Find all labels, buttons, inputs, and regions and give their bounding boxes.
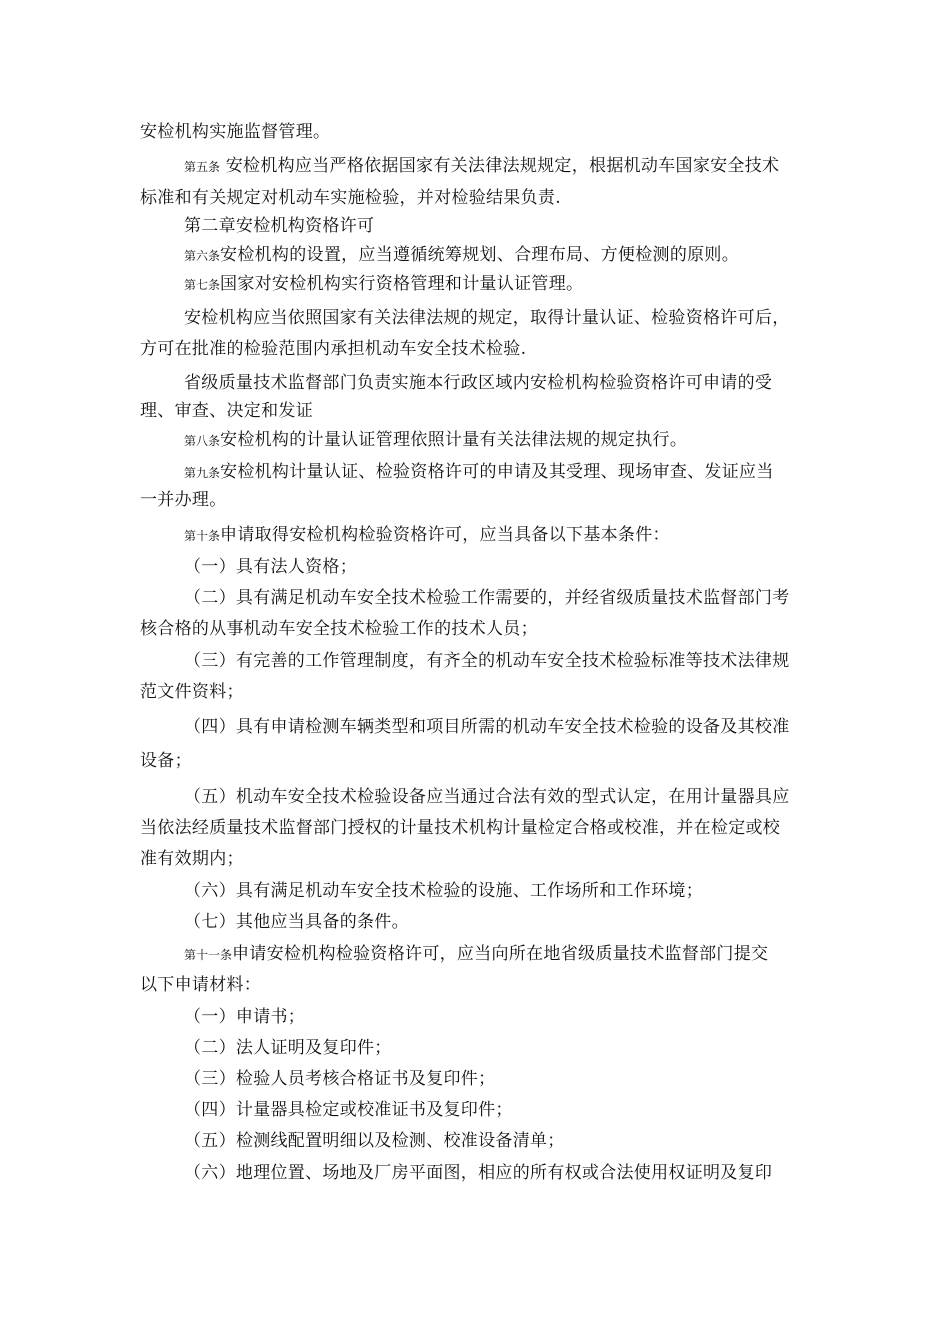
chapter-heading: 第二章安检机构资格许可 <box>184 216 375 236</box>
text-line: 安检机构实施监督管理。 <box>140 122 331 142</box>
list-item: （三）检验人员考核合格证书及复印件； <box>184 1069 496 1089</box>
article-line: 第七条国家对安检机构实行资格管理和计量认证管理。 <box>184 274 584 294</box>
list-item: （五）检测线配置明细以及检测、校准设备清单； <box>184 1131 565 1151</box>
list-item: （二）具有满足机动车安全技术检验工作需要的，并经省级质量技术监督部门考 <box>184 588 790 608</box>
text-line: 方可在批准的检验范围内承担机动车安全技术检验. <box>140 339 527 359</box>
article-line: 第十一条申请安检机构检验资格许可，应当向所在地省级质量技术监督部门提交 <box>184 944 769 964</box>
text-line: 设备； <box>140 751 192 771</box>
article-line: 第九条安检机构计量认证、检验资格许可的申请及其受理、现场审查、发证应当 <box>184 462 774 482</box>
article-line: 第六条安检机构的设置，应当遵循统筹规划、合理布局、方便检测的原则。 <box>184 245 740 265</box>
text-line: 核合格的从事机动车安全技术检验工作的技术人员； <box>140 619 538 639</box>
list-item: （二）法人证明及复印件； <box>184 1038 392 1058</box>
text-line: 标准和有关规定对机动车实施检验，并对检验结果负责. <box>140 188 561 208</box>
list-item: （三）有完善的工作管理制度，有齐全的机动车安全技术检验标准等技术法律规 <box>184 651 790 671</box>
article-label: 第七条 <box>184 278 221 292</box>
list-item: （四）具有申请检测车辆类型和项目所需的机动车安全技术检验的设备及其校准 <box>184 717 790 737</box>
article-label: 第十一条 <box>184 948 233 962</box>
text-line: 省级质量技术监督部门负责实施本行政区域内安检机构检验资格许可申请的受 <box>184 373 773 393</box>
list-item: （五）机动车安全技术检验设备应当通过合法有效的型式认定，在用计量器具应 <box>184 787 790 807</box>
list-item: （四）计量器具检定或校准证书及复印件； <box>184 1100 513 1120</box>
text-line: 以下申请材料： <box>140 975 262 995</box>
article-label: 第十条 <box>184 529 221 543</box>
text-line: 准有效期内； <box>140 849 244 869</box>
list-item: （六）地理位置、场地及厂房平面图，相应的所有权或合法使用权证明及复印 <box>184 1163 773 1183</box>
text-line: 理、审查、决定和发证 <box>140 401 313 421</box>
article-label: 第八条 <box>184 434 221 448</box>
article-line: 第十条申请取得安检机构检验资格许可，应当具备以下基本条件： <box>184 525 670 545</box>
text-line: 当依法经质量技术监督部门授权的计量技术机构计量检定合格或校准，并在检定或校 <box>140 818 781 838</box>
article-line: 第八条安检机构的计量认证管理依照计量有关法律法规的规定执行。 <box>184 430 688 450</box>
text-line: 安检机构应当依照国家有关法律法规的规定，取得计量认证、检验资格许可后， <box>184 308 790 328</box>
list-item: （一）申请书； <box>184 1007 306 1027</box>
text-line: 范文件资料； <box>140 682 244 702</box>
article-label: 第九条 <box>184 466 221 480</box>
text-line: 一并办理。 <box>140 490 227 510</box>
list-item: （一）具有法人资格； <box>184 557 357 577</box>
article-label: 第六条 <box>184 249 221 263</box>
article-line: 第五条 安检机构应当严格依据国家有关法律法规规定，根据机动车国家安全技术 <box>184 156 780 176</box>
list-item: （七）其他应当具备的条件。 <box>184 912 409 932</box>
article-label: 第五条 <box>184 160 221 174</box>
list-item: （六）具有满足机动车安全技术检验的设施、工作场所和工作环境； <box>184 881 703 901</box>
